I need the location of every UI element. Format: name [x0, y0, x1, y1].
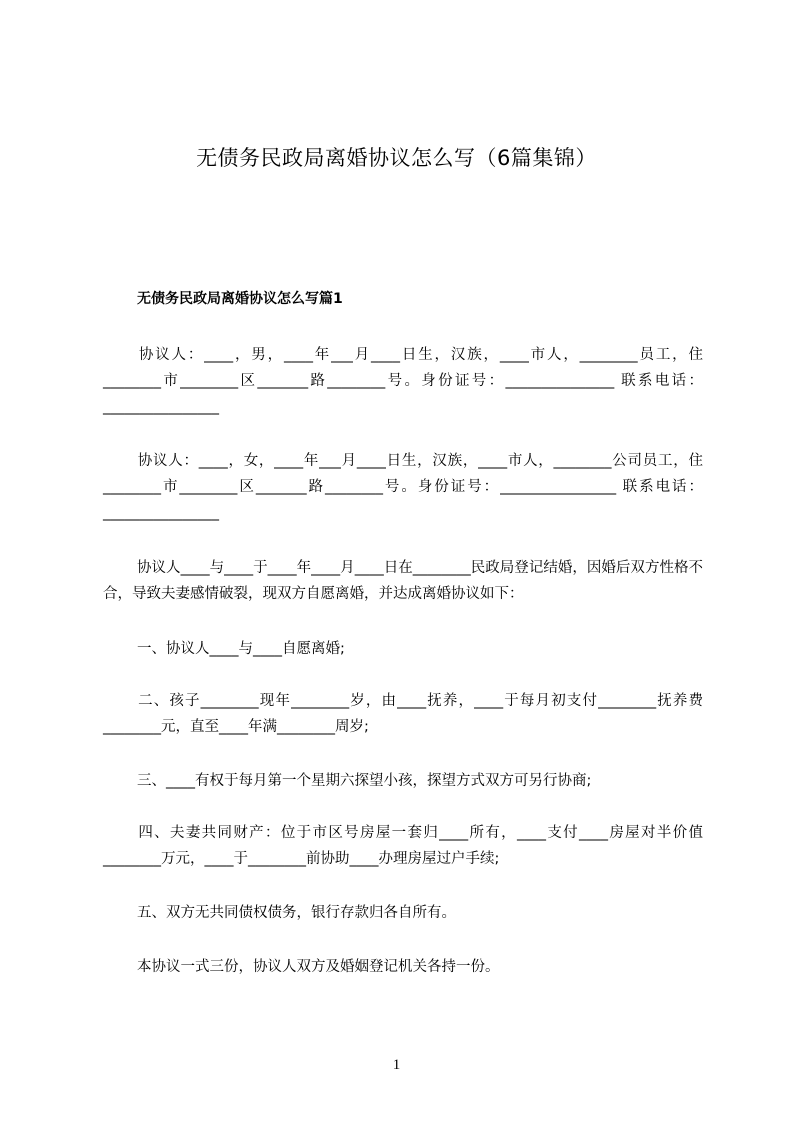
party-two-paragraph — [103, 448, 703, 526]
clause-two — [103, 688, 703, 740]
paragraph-text: 本协议一式三份，协议人双方及婚姻登记机关各持一份。 — [137, 959, 500, 975]
paragraph-text: 三、____有权于每月第一个星期六探望小孩，探望方式双方可另行协商; — [137, 773, 592, 789]
paragraph-text: 一、协议人____与____自愿离婚; — [137, 641, 345, 657]
paragraph-text: 四、夫妻共同财产：位于市区号房屋一套归____所有，____支付____房屋对半价值________万元，____于________前协助____办理房屋过户手续; — [103, 825, 703, 867]
party-one-paragraph — [103, 342, 703, 420]
clause-three — [103, 768, 703, 794]
paragraph-text: 五、双方无共同债权债务，银行存款归各自所有。 — [137, 905, 456, 921]
closing-paragraph — [103, 954, 703, 980]
paragraph-text: 协议人____与____于____年____月____日在________民政局登记结婚，因婚后双方性格不合，导致夫妻感情破裂，现双方自愿离婚，并达成离婚协议如下： — [103, 560, 703, 602]
document-title: 无债务民政局离婚协议怎么写（6篇集锦） — [196, 146, 597, 170]
section-heading: 无债务民政局离婚协议怎么写篇1 — [137, 291, 343, 307]
marriage-registration-paragraph — [103, 555, 703, 607]
page-number: 1 — [392, 1057, 401, 1073]
paragraph-text: 协议人：____，女，____年___月____日生，汉族，____市人，________公司员工，住________市________区_______路________号。身份证号：________________ 联系电话：________________ — [103, 453, 703, 521]
clause-five — [103, 900, 703, 926]
clause-four — [103, 820, 703, 872]
paragraph-text: 协议人：____，男，____年___月____日生，汉族，____市人，________员工，住________市________区_______路________号。身份证号：_______________ 联系电话：________________ — [103, 347, 703, 415]
clause-one — [103, 636, 703, 662]
paragraph-text: 二、孩子________现年________岁，由____抚养，____于每月初支付________抚养费________元，直至____年满________周岁; — [103, 693, 703, 735]
